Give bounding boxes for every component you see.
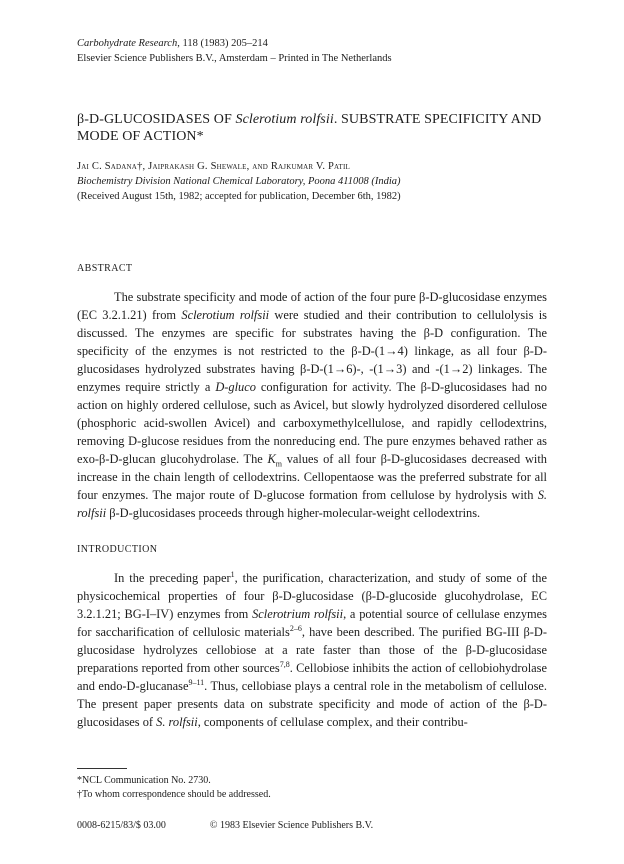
footnote-rule (77, 768, 127, 769)
title-organism: Sclerotium rolfsii (235, 112, 334, 127)
footnotes (77, 774, 271, 802)
copyright: © 1983 Elsevier Science Publishers B.V. (209, 820, 374, 831)
issn-code: 0008-6215/83/$ 03.00 (77, 820, 166, 831)
affiliation: Biochemistry Division National Chemical Laboratory, Poona 411008 (India) (77, 176, 401, 187)
article-title: β-D-GLUCOSIDASES OF Sclerotium rolfsii. SUBSTRATE SPECIFICITY AND MODE OF ACTION* (77, 112, 542, 144)
journal-volume: , 118 (1983) 205–214 (177, 38, 268, 49)
author-block (77, 159, 557, 204)
footnote-ncl: *NCL Communication No. 2730. (77, 775, 211, 786)
abstract-text: The substrate specificity and mode of action of the four pure β-D-glucosidase enzymes (EC 3.2.1.21) from Sclerotium rolfsii were studied and their contribution to cellulolysis is discussed. The enzymes are specific for substrates having the β-D configuration. The specificity of the enzymes is not restricted to the β-D-(1→4) linkage, as all four β-D-glucosidases hydrolyzed substrates having β-D-(1→6)-, -(1→3) and -(1→2) linkages. The enzymes require strictly a D-gluco configuration for activity. The β-D-glucosidases had no action on highly ordered cellulose, such as Avicel, but slowly hydrolyzed disordered cellulose (phosphoric acid-swollen Avicel) and carboxymethylcellulose, and rapidly cellodextrins, removing D-glucose residues from the nonreducing end. The pure enzymes behaved rather as exo-β-D-glucan glucohydrolase. The $K_m$ values of all four β-D-glucosidases decreased with increase in the chain length of cellodextrins. Cellopentaose was the preferred substrate for all four enzymes. The major route of D-glucose formation from cellulose by hydrolysis with S. rolfsii β-D-glucosidases proceeds through higher-molecular-weight cellodextrins. (77, 290, 547, 520)
received-dates: (Received August 15th, 1982; accepted for publication, December 6th, 1982) (77, 191, 401, 202)
introduction-text: In the preceding paper$^1$, the purification, characterization, and study of some of the physicochemical properties of four β-D-glucosidase (β-D-glucoside glucohydrolase, EC 3.2.1.21; BG-I–IV) enzymes from Sclerotrium rolfsii, a potential source of cellulase enzymes for saccharification of cellulosic materials$^{2-6}$, have been described. The purified BG-III β-D-glucosidase hydrolyzes cellobiose at a rate faster than those of the β-D-glucosidase preparations reported from other sources$^{7,8}$. Cellobiose inhibits the action of cellobiohydrolase and endo-D-glucanase$^{9-11}$. Thus, cellobiase plays a central role in the metabolism of cellulose. The present paper presents data on substrate specificity and mode of action of the β-D-glucosidases of S. rolfsii, components of cellulase complex, and their contribu- (77, 569, 547, 729)
publisher-line: Elsevier Science Publishers B.V., Amsterdam – Printed in The Netherlands (77, 53, 392, 64)
page-footer (77, 820, 373, 831)
introduction-heading: INTRODUCTION (77, 544, 158, 555)
journal-citation (77, 36, 392, 51)
author-names: Jai C. Sadana†, Jaiprakash G. Shewale, and Rajkumar V. Patil (77, 161, 350, 172)
journal-name: Carbohydrate Research (77, 38, 178, 49)
abstract-heading: ABSTRACT (77, 263, 133, 274)
journal-header (77, 36, 392, 66)
footnote-correspondence: †To whom correspondence should be addressed. (77, 789, 271, 800)
